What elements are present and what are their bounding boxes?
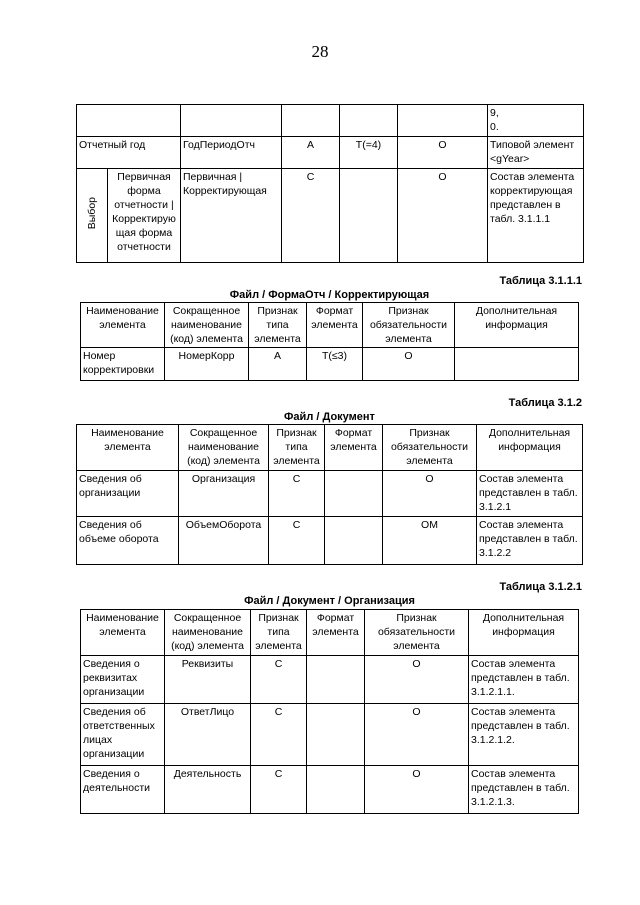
header-row [81, 610, 579, 656]
cell-name: Отчетный год [77, 137, 181, 169]
header-req: Признак обязательности элемента [363, 303, 455, 348]
table-3-1-1-1 [80, 302, 579, 381]
cell-code: Реквизиты [165, 656, 251, 704]
cell-format: T(=4) [340, 137, 398, 169]
cell-code: ГодПериодОтч [181, 137, 282, 169]
table-title: Файл / Документ [284, 411, 375, 423]
cell-info: Состав элемента корректирующая представлен в табл. 3.1.1.1 [488, 169, 584, 263]
table-3-1-2-1 [80, 609, 579, 814]
cell-req: О [398, 137, 488, 169]
header-name: Наименование элемента [81, 303, 165, 348]
table-title: Файл / Документ / Организация [244, 595, 415, 607]
cell-code: Организация [179, 471, 269, 517]
cell-name: Сведения об объеме оборота [77, 517, 179, 565]
cell-format [307, 656, 365, 704]
table-row [81, 656, 579, 704]
cell-type: С [282, 169, 340, 263]
table-row [81, 348, 579, 381]
cell-name: Номер корректировки [81, 348, 165, 381]
cell-type: С [269, 471, 325, 517]
cell-code: Деятельность [165, 766, 251, 814]
cell-type: С [251, 766, 307, 814]
table-row [77, 169, 584, 263]
header-format: Формат элемента [307, 303, 363, 348]
cell-type: А [282, 137, 340, 169]
header-row [81, 303, 579, 348]
header-code: Сокращенное наименование (код) элемента [165, 610, 251, 656]
cell-name: Сведения о реквизитах организации [81, 656, 165, 704]
header-name: Наименование элемента [77, 425, 179, 471]
header-code: Сокращенное наименование (код) элемента [179, 425, 269, 471]
cell-req: ОМ [383, 517, 477, 565]
cell-req: О [365, 656, 469, 704]
cell-code: НомерКорр [165, 348, 249, 381]
header-format: Формат элемента [325, 425, 383, 471]
table-title: Файл / ФормаОтч / Корректирующая [229, 289, 430, 301]
header-info: Дополнительная информация [477, 425, 583, 471]
cell-type: С [269, 517, 325, 565]
cell-info: 9, 0. [488, 105, 584, 137]
cell-type: С [251, 704, 307, 766]
cell-req: О [365, 704, 469, 766]
cell-name: Первичная форма отчетности | Корректирую щая форма отчетности [108, 169, 181, 263]
header-info: Дополнительная информация [469, 610, 579, 656]
header-format: Формат элемента [307, 610, 365, 656]
cell-name: Сведения об организации [77, 471, 179, 517]
cell-code: ОбъемОборота [179, 517, 269, 565]
cell-format: T(≤3) [307, 348, 363, 381]
header-info: Дополнительная информация [455, 303, 579, 348]
cell-format [325, 517, 383, 565]
cell-info: Типовой элемент <gYear> [488, 137, 584, 169]
cell-name: Сведения о деятельности [81, 766, 165, 814]
cell-info: Состав элемента представлен в табл. 3.1.2.1.1. [469, 656, 579, 704]
cell-info: Состав элемента представлен в табл. 3.1.2.2 [477, 517, 583, 565]
table-3-1-1-continued [76, 104, 584, 263]
table-row [77, 105, 584, 137]
cell-format [325, 471, 383, 517]
cell-req: О [383, 471, 477, 517]
table-number: Таблица 3.1.1.1 [499, 275, 582, 287]
header-name: Наименование элемента [81, 610, 165, 656]
header-req: Признак обязательности элемента [365, 610, 469, 656]
cell-req: О [365, 766, 469, 814]
table-row [77, 137, 584, 169]
header-type: Признак типа элемента [251, 610, 307, 656]
choice-label: Выбор [86, 197, 98, 230]
cell-info: Состав элемента представлен в табл. 3.1.2.1 [477, 471, 583, 517]
cell-format [307, 704, 365, 766]
header-type: Признак типа элемента [249, 303, 307, 348]
page-number: 28 [311, 42, 329, 61]
cell-code: Первичная | Корректирующая [181, 169, 282, 263]
cell-format [307, 766, 365, 814]
cell-code: ОтветЛицо [165, 704, 251, 766]
table-3-1-2 [76, 424, 583, 565]
cell-info: Состав элемента представлен в табл. 3.1.2.1.3. [469, 766, 579, 814]
cell-name: Сведения об ответственных лицах организации [81, 704, 165, 766]
table-row [77, 471, 583, 517]
header-req: Признак обязательности элемента [383, 425, 477, 471]
table-number: Таблица 3.1.2.1 [499, 581, 582, 593]
cell-info: Состав элемента представлен в табл. 3.1.2.1.2. [469, 704, 579, 766]
header-row [77, 425, 583, 471]
header-type: Признак типа элемента [269, 425, 325, 471]
cell-req: О [363, 348, 455, 381]
header-code: Сокращенное наименование (код) элемента [165, 303, 249, 348]
table-row [81, 766, 579, 814]
table-row [77, 517, 583, 565]
cell-info [455, 348, 579, 381]
table-row [81, 704, 579, 766]
cell-req: О [398, 169, 488, 263]
cell-type: С [251, 656, 307, 704]
cell-type: А [249, 348, 307, 381]
table-number: Таблица 3.1.2 [508, 397, 582, 409]
